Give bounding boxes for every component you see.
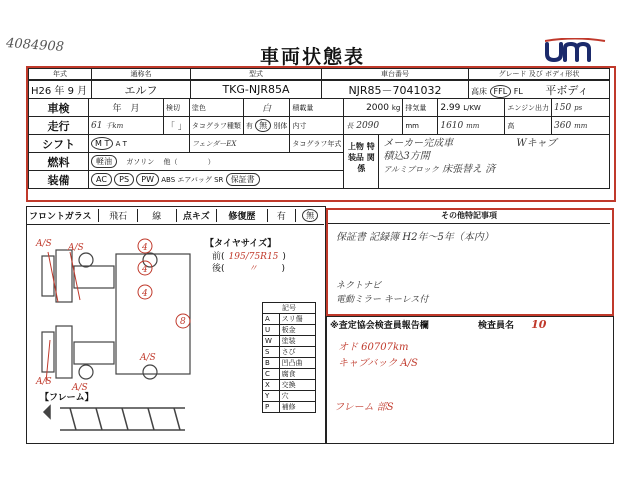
tire-front: 前( 195/75R15 ) [212,252,286,262]
mark-4-3: 4 [142,289,148,299]
other-note-3: 電動ミラー キーレス付 [336,295,429,305]
header-values [28,80,610,99]
header-labels: 年式 通称名 型式 車台番号 グレード 及び ボディ形状 [28,68,610,80]
grade-high: 高床 [471,86,487,96]
color-value: 白 [243,99,289,117]
mark-as-3: A/S [36,377,52,387]
stock-number: 4084908 [5,35,65,56]
inspector-note-2: キャブバック A/S [338,358,418,369]
spec-table: 車検 年 月 検切 塗色 白 積載量 2000 kg 排気量 2.99 L/KW エンジン出力 150 ps 走行 61 千km 「 」 タコグラフ種類 有 無 別体 内寸 長 2090 mm 1610 mm 高 360 mm シフト M T A T フェンダーEX タコグラフ年式 上物 特装品 関係 メーカー完成車 Wキャブ 積込3方開 アルミブロック 床張替え 済 燃料 軽油 ガソリン 他（ ） 装備 AC PS PW ABS エアバッグ SR 保証書 [28,98,610,189]
diagram-cab-left [42,256,54,296]
brand-logo [545,38,607,62]
tire-size-label: 【タイヤサイズ】 [205,239,277,249]
mileage-value: 61 千km [89,117,164,135]
engine-value: 150 ps [552,99,610,117]
other-note-1: 保証書 記録簿 H2年～5年（本内） [336,232,494,243]
row-label-fuel: 燃料 [29,153,89,171]
truck-diagram [30,232,200,402]
inspector-note-1: オド 60707km [338,342,409,353]
frame-label: 【フレーム】 [40,393,94,403]
mark-as-4: A/S [72,383,88,393]
grade-ffl: FFL [490,85,512,98]
inspector-box [326,316,614,444]
inspector-header: ※査定協会検査員報告欄 [330,321,429,331]
diagram-cab-top [56,250,72,302]
chassis-value: NJR85－7041032 [322,81,469,99]
inspector-grade: 検査員名 10 [478,318,547,331]
year-value: H26 年 9 月 [29,81,92,99]
other-note-2: ネクトナビ [336,281,382,291]
displacement-value: 2.99 L/KW [438,99,505,117]
name-value: エルフ [92,81,191,99]
mark-as-5: A/S [140,353,156,363]
codes-table: 記号 A スリ傷 U 板金 W 塗装 S さび B 凹凸曲 C 腐食 X 交換 Y 穴 P 補修 [262,302,316,413]
row-label-inspection: 車検 [29,99,89,117]
special-label: 上物 特装品 関係 [344,135,379,188]
row-label-shift: シフト [29,135,89,153]
mark-as-2: A/S [68,243,84,253]
row-label-mileage: 走行 [29,117,89,135]
mark-4-1: 4 [142,243,148,253]
mark-8: 8 [180,317,186,327]
load-value: 2000 kg [344,99,403,117]
front-glass-row: フロントガラス 飛石 線 点キズ 修復歴 有 無 [26,206,324,225]
special-notes: メーカー完成車 Wキャブ 積込3方開 アルミブロック 床張替え 済 [383,138,557,175]
mark-as-1: A/S [36,239,52,249]
page-title: 車両状態表 [260,46,366,68]
diagram-wheel-fl [79,253,93,267]
grade-fl: FL [513,86,523,96]
mark-4-2: 4 [142,265,148,275]
tire-rear: 後( 〃 ) [212,264,286,274]
model-value: TKG-NJR85A [191,81,322,99]
row-label-equipment: 装備 [29,171,89,189]
other-notes-header: その他特記事項 [328,210,610,224]
body-type: 平ボディ [545,83,589,97]
frame-diagram [40,400,190,438]
inspector-note-3: フレーム 部S [334,402,394,413]
